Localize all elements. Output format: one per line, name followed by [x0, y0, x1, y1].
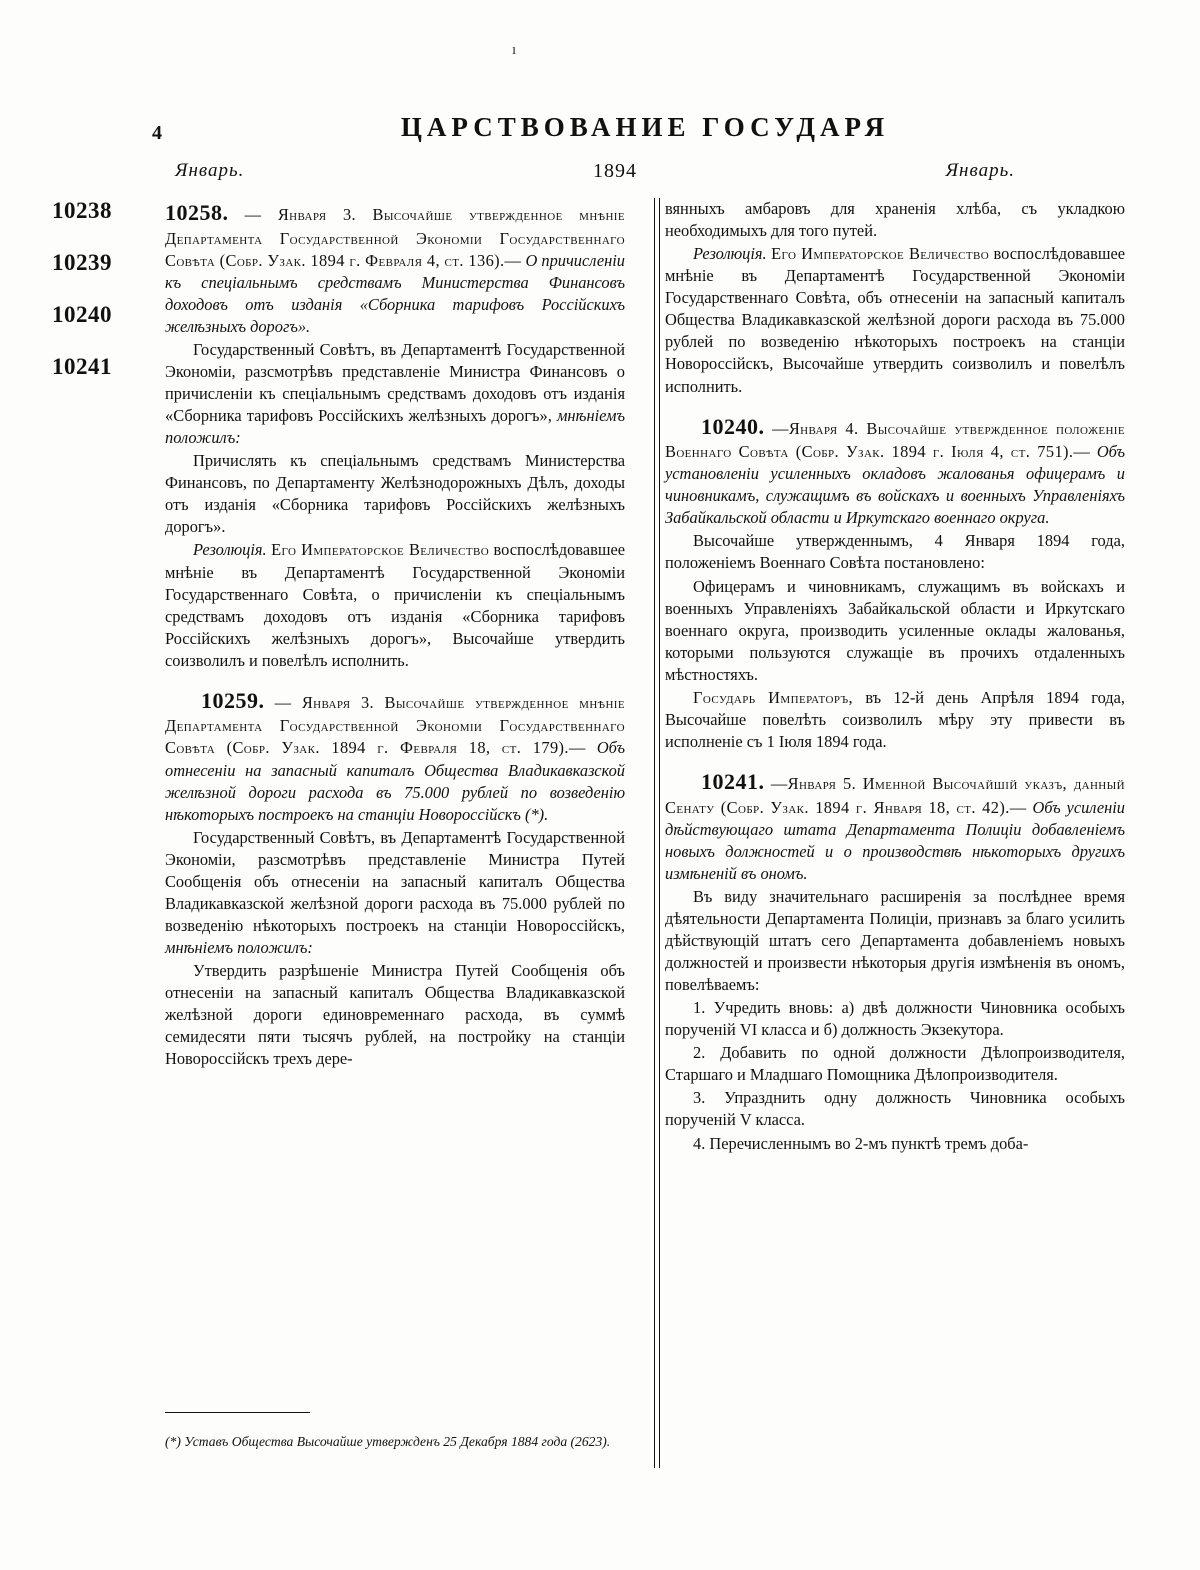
- margin-entry-numbers: [52, 198, 164, 406]
- paragraph-text: Государственный Совѣтъ, въ Департаментѣ Государственной Экономіи, разсмотрѣвъ представленіе Министра Финансовъ о причисленіи къ спеціальнымъ средствамъ доходовъ отъ изданія «Сборника тарифовъ Россійскихъ желѣзныхъ дорогъ»,: [165, 339, 625, 426]
- entry-heading-text: — Января 3. Высочайше утвержденное мнѣніе Департамента Государственной Экономіи Государственнаго Совѣта (Собр. Узак. 1894 г. Февраля 18, ст. 179).—: [165, 692, 625, 758]
- entry-heading-subject: Объ усиленіи дѣйствующаго штата Департамента Полиціи добавленіемъ новыхъ должностей и о производствѣ нѣкоторыхъ другихъ измѣненій въ ономъ.: [665, 797, 1125, 883]
- entry-10241-heading: [665, 767, 1125, 885]
- page-title: ЦАРСТВОВАНИЕ ГОСУДАРЯ: [400, 112, 890, 142]
- entry-number: 10259.: [201, 687, 265, 713]
- paragraph: [665, 687, 1125, 753]
- paragraph-text: Государственный Совѣтъ, въ Департаментѣ Государственной Экономіи, разсмотрѣвъ представленіе Министра Путей Сообщенія объ отнесеніи на запасный капиталъ Общества Владикавказской желѣзной дороги расхода въ 75.000 рублей по возведенію нѣкоторыхъ построекъ на станціи Новороссійскъ,: [165, 827, 625, 935]
- entry-heading-subject: О причисленіи къ спеціальнымъ средствамъ Министерства Финансовъ доходовъ отъ изданія «Сборника тарифовъ Россійскихъ желѣзныхъ дорогъ».: [165, 250, 625, 336]
- footnote-divider: [165, 1412, 310, 1413]
- paragraph: Въ виду значительнаго расширенія за послѣднее время дѣятельности Департамента Полиціи, признавъ за благо усилить дѣйствующій штатъ сего Департамента добавленіемъ новыхъ должностей и произвести нѣкоторыя другія измѣненія въ ономъ, повелѣваемъ:: [665, 886, 1125, 995]
- resolution-paragraph: [165, 539, 625, 671]
- imperial-majesty-caps: Его Императорское Величество: [271, 540, 490, 560]
- list-item: 4. Перечисленнымъ во 2-мъ пунктѣ тремъ доба-: [693, 1133, 1029, 1153]
- column-divider: [654, 198, 660, 1468]
- sovereign-emperor-caps: Государь Императоръ,: [693, 687, 854, 707]
- entry-heading-subject: Объ установленіи усиленныхъ окладовъ жалованья офицерамъ и чиновникамъ, служащимъ въ войскахъ и военныхъ Управленіяхъ Забайкальской области и Иркутскаго военнаго округа.: [665, 442, 1125, 528]
- paragraph: Высочайше утвержденнымъ, 4 Января 1894 года, положеніемъ Военнаго Совѣта постановлено:: [665, 531, 1125, 573]
- entry-number: 10240.: [701, 413, 765, 439]
- resolution-label: Резолюція.: [693, 244, 767, 264]
- margin-number: 10241: [52, 354, 112, 379]
- paragraph-text: въ 12-й день Апрѣля 1894 года, Высочайше повелѣть соизволилъ мѣру эту привести въ исполненіе съ 1 Іюля 1894 года.: [665, 687, 1125, 751]
- resolution-paragraph: [665, 243, 1125, 397]
- header-month-right: Январь.: [945, 160, 1015, 181]
- margin-number: 10239: [52, 250, 112, 275]
- resolution-label: Резолюція.: [193, 540, 267, 560]
- margin-number: 10240: [52, 302, 112, 327]
- resolution-text: воспослѣдовавшее мнѣніе въ Департаментѣ Государственной Экономіи Государственнаго Совѣта, о причисленіи къ спеціальнымъ средствамъ доходовъ отъ изданія «Сборника тарифовъ Россійскихъ желѣзныхъ дорогъ», Высочайше утвердить соизволилъ и повелѣлъ исполнить.: [165, 540, 626, 670]
- entry-heading-text: —Января 4. Высочайше утвержденное положеніе Военнаго Совѣта (Собр. Узак. 1894 г. Іюля 4, ст. 751).—: [665, 418, 1125, 462]
- paragraph-emphasis: мнѣніемъ положилъ:: [165, 406, 625, 448]
- footnote: [165, 1432, 625, 1451]
- entry-heading-text: —Января 5. Именной Высочайшій указъ, данный Сенату (Собр. Узак. 1894 г. Января 18, ст. 42).—: [665, 774, 1125, 817]
- right-column: [665, 198, 1125, 1156]
- page-tick-mark: ı: [512, 42, 517, 58]
- header-month-left: Январь.: [175, 160, 245, 181]
- entry-number: 10241.: [701, 769, 765, 795]
- paragraph: [165, 339, 625, 449]
- entry-heading-subject: Объ отнесеніи на запасный капиталъ Общества Владикавказской желѣзной дороги расхода въ 75.000 рублей по возведенію нѣкоторыхъ построекъ на станціи Новороссійскъ (*).: [165, 738, 625, 824]
- entry-10239-heading: [165, 686, 625, 826]
- entry-number: 10258.: [165, 200, 229, 225]
- paragraph: Офицерамъ и чиновникамъ, служащимъ въ войскахъ и военныхъ Управленіяхъ Забайкальской области и Иркутскаго военнаго округа, производить усиленные оклады жалованья, которыми пользуются служащіе въ прочихъ отдаленныхъ мѣстностяхъ.: [665, 576, 1125, 684]
- page-number: 4: [152, 122, 163, 144]
- entry-heading-text: — Января 3. Высочайше утвержденное мнѣніе Департамента Государственной Экономіи Государственнаго Совѣта (Собр. Узак. 1894 г. Февраля 4, ст. 136).—: [165, 205, 625, 270]
- list-item: 1. Учредить вновь: а) двѣ должности Чиновника особыхъ порученій VI класса и б) должность Экзекутора.: [665, 998, 1125, 1040]
- list-item: 3. Упразднить одну должность Чиновника особыхъ порученій V класса.: [665, 1088, 1125, 1130]
- left-column: [165, 198, 625, 1071]
- paragraph-continued: вянныхъ амбаровъ для храненія хлѣба, съ укладкою необходимыхъ для того путей.: [665, 199, 1125, 241]
- header-year: 1894: [593, 160, 637, 182]
- imperial-majesty-caps: Его Императорское Величество: [771, 244, 990, 264]
- paragraph-emphasis: мнѣніемъ положилъ:: [165, 938, 313, 958]
- paragraph: Причислять къ спеціальнымъ средствамъ Министерства Финансовъ, по Департаменту Желѣзнодорожныхъ Дѣлъ, доходы отъ изданія «Сборника тарифовъ Россійскихъ желѣзныхъ дорогъ».: [165, 451, 625, 537]
- paragraph: [165, 827, 625, 959]
- entry-10240-heading: [665, 412, 1125, 530]
- resolution-text: воспослѣдовавшее мнѣніе въ Департаментѣ Государственной Экономіи Государственнаго Совѣта, объ отнесеніи на запасный капиталъ Общества Владикавказской желѣзной дороги расхода въ 75.000 рублей по возведенію нѣкоторыхъ построекъ на станціи Новороссійскъ, Высочайше утвердить соизволилъ и повелѣлъ исполнить.: [665, 244, 1126, 396]
- footnote-text: (*) Уставъ Общества Высочайше утвержденъ 25 Декабря 1884 года (2623).: [165, 1434, 611, 1449]
- list-item: 2. Добавить по одной должности Дѣлопроизводителя, Старшаго и Младшаго Помощника Дѣлопроизводителя.: [665, 1043, 1125, 1085]
- margin-number: 10238: [52, 198, 112, 223]
- paragraph: Утвердить разрѣшеніе Министра Путей Сообщенія объ отнесеніи на запасный капиталъ Общества Владикавказской желѣзной дороги единовременнаго расхода, въ суммѣ семидесяти пяти тысячъ рублей, на постройку на станціи Новороссійскъ трехъ дере-: [165, 961, 625, 1069]
- entry-10238-heading: [165, 198, 625, 338]
